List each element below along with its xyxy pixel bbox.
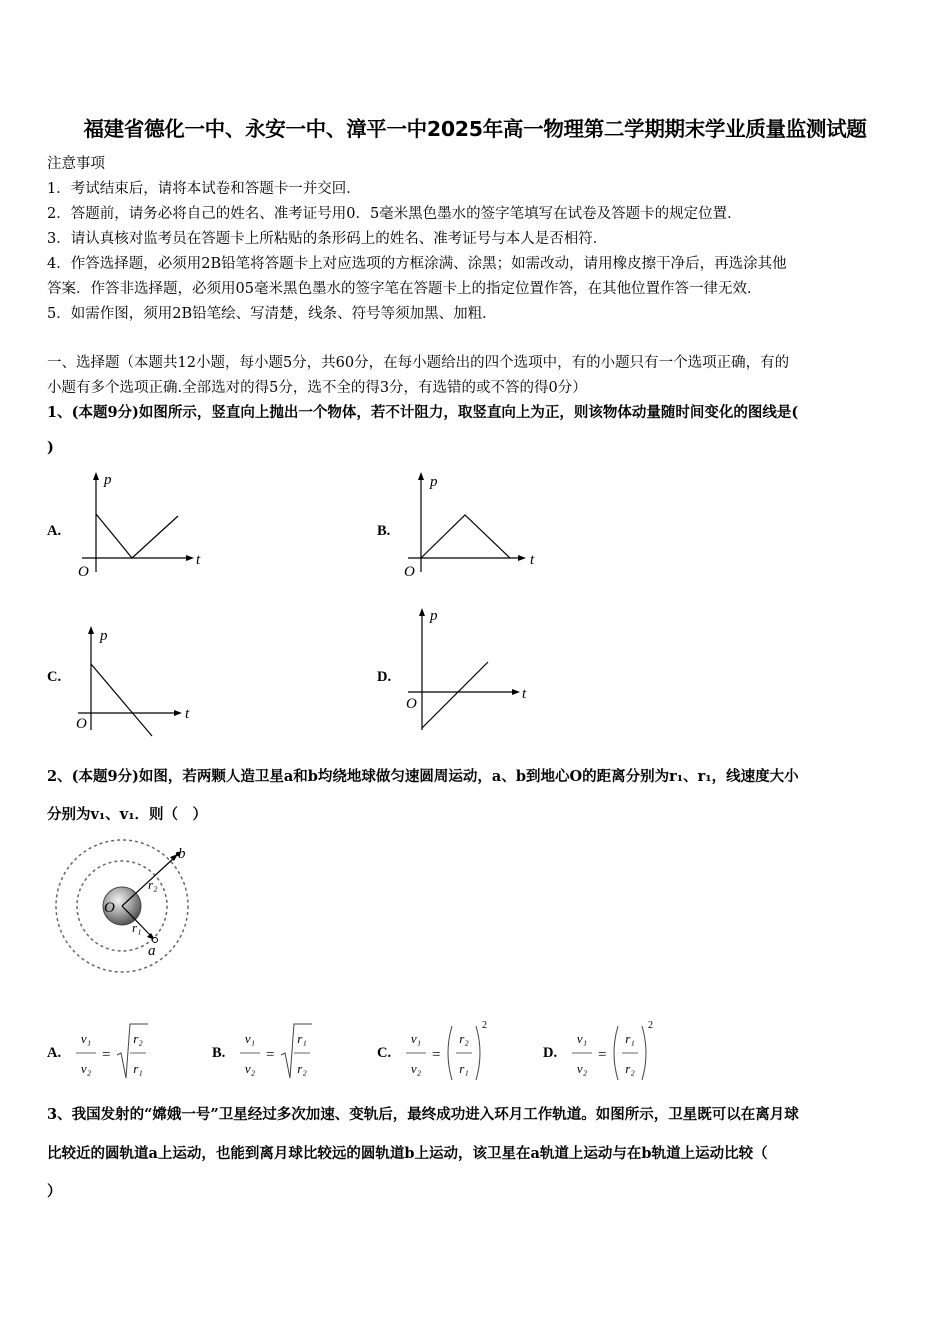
option-b-graph xyxy=(398,468,548,583)
notice-heading: 注意事项 xyxy=(47,156,105,172)
svg-text:v₁: v₁ xyxy=(576,1031,588,1046)
svg-text:v₁: v₁ xyxy=(80,1031,92,1046)
question-3-stem-end: ） xyxy=(47,1183,62,1200)
orbit-figure xyxy=(48,836,208,982)
option-b-label: B. xyxy=(377,523,391,539)
question-3-stem: 3、我国发射的“嫦娥一号”卫星经过多次加速、变轨后，最终成功进入环月工作轨道。如图所示，卫星既可以在离月球 xyxy=(47,1106,799,1123)
option-b-formula xyxy=(236,1020,326,1086)
option-d-formula xyxy=(568,1014,668,1086)
svg-text:=: = xyxy=(102,1047,111,1063)
question-1-stem-end: ) xyxy=(47,439,54,456)
svg-text:v₂: v₂ xyxy=(410,1061,422,1076)
axis-p-label: p xyxy=(430,608,438,624)
axis-t-label: t xyxy=(196,552,201,568)
svg-text:r₂: r₂ xyxy=(625,1061,635,1076)
question-1-stem: 1、(本题9分)如图所示，竖直向上抛出一个物体，若不计阻力，取竖直向上为正，则该物体动量随时间变化的图线是( xyxy=(47,404,799,421)
label-o: O xyxy=(104,900,115,916)
svg-text:=: = xyxy=(432,1047,441,1063)
axis-t-label: t xyxy=(522,686,527,702)
axis-p-label: p xyxy=(100,628,108,644)
question-2-stem: 2、(本题9分)如图，若两颗人造卫星a和b均绕地球做匀速圆周运动，a、b到地心O的距离分别为r₁、r₁，线速度大小 xyxy=(47,768,799,785)
option-d-label: D. xyxy=(543,1045,558,1061)
origin-label: O xyxy=(78,564,89,580)
section-instructions: 小题有多个选项正确.全部选对的得5分，选不全的得3分，有选错的或不答的得0分） xyxy=(47,380,587,396)
axis-t-label: t xyxy=(185,706,190,722)
origin-label: O xyxy=(76,716,87,732)
question-3-stem: 比较近的圆轨道a上运动，也能到离月球比较远的圆轨道b上运动，该卫星在a轨道上运动与在b轨道上运动比较（ xyxy=(47,1145,768,1162)
label-r1: r₁ xyxy=(132,920,142,935)
svg-text:=: = xyxy=(598,1047,607,1063)
notice-item: 4．作答选择题，必须用2B铅笔将答题卡上对应选项的方框涂满、涂黑；如需改动，请用橡皮擦干净后，再选涂其他 xyxy=(47,256,787,272)
option-c-label: C. xyxy=(47,669,62,685)
option-c-formula xyxy=(402,1014,502,1086)
notice-item: 3．请认真核对监考员在答题卡上所粘贴的条形码上的姓名、准考证号与本人是否相符． xyxy=(47,231,608,247)
notice-item: 答案．作答非选择题，必须用05毫米黑色墨水的签字笔在答题卡上的指定位置作答，在其他位置作答一律无效． xyxy=(47,281,762,297)
page-title: 福建省德化一中、永安一中、漳平一中2025年高一物理第二学期期末学业质量监测试题 xyxy=(83,117,867,141)
section-instructions: 一、选择题（本题共12小题，每小题5分，共60分，在每小题给出的四个选项中，有的小题只有一个选项正确，有的 xyxy=(47,355,790,371)
option-a-label: A. xyxy=(47,523,62,539)
option-d-graph xyxy=(398,602,538,734)
origin-label: O xyxy=(404,564,415,580)
axis-p-label: p xyxy=(430,474,438,490)
svg-text:v₂: v₂ xyxy=(576,1061,588,1076)
label-a: a xyxy=(148,943,156,959)
notice-item: 5．如需作图，须用2B铅笔绘、写清楚，线条、符号等须加黑、加粗． xyxy=(47,306,497,322)
notice-item: 1．考试结束后，请将本试卷和答题卡一并交回． xyxy=(47,181,361,197)
svg-text:r₁: r₁ xyxy=(459,1061,469,1076)
notice-item: 2．答题前，请务必将自己的姓名、准考证号用0．5毫米黑色墨水的签字笔填写在试卷及答题卡的规定位置． xyxy=(47,206,742,222)
option-c-label: C. xyxy=(377,1045,392,1061)
svg-text:v₂: v₂ xyxy=(244,1061,256,1076)
question-2-stem: 分别为v₁、v₁．则（ ） xyxy=(47,806,208,823)
axis-p-label: p xyxy=(104,472,112,488)
svg-text:v₁: v₁ xyxy=(244,1031,256,1046)
label-r2: r₂ xyxy=(148,877,158,892)
origin-label: O xyxy=(406,696,417,712)
svg-text:r₂: r₂ xyxy=(459,1031,469,1046)
svg-text:2: 2 xyxy=(648,1020,653,1031)
svg-text:r₁: r₁ xyxy=(625,1031,635,1046)
option-a-formula xyxy=(72,1020,162,1086)
option-a-label: A. xyxy=(47,1045,62,1061)
svg-text:r₂: r₂ xyxy=(133,1031,143,1046)
axis-t-label: t xyxy=(530,552,535,568)
svg-text:=: = xyxy=(266,1047,275,1063)
svg-text:r₂: r₂ xyxy=(297,1061,307,1076)
svg-text:v₁: v₁ xyxy=(410,1031,422,1046)
svg-text:v₂: v₂ xyxy=(80,1061,92,1076)
svg-text:r₁: r₁ xyxy=(297,1031,307,1046)
option-d-label: D. xyxy=(377,669,392,685)
option-b-label: B. xyxy=(212,1045,226,1061)
option-a-graph xyxy=(72,468,212,583)
svg-text:r₁: r₁ xyxy=(133,1061,143,1076)
option-c-graph xyxy=(72,620,202,740)
label-b: b xyxy=(178,846,186,862)
svg-text:2: 2 xyxy=(482,1020,487,1031)
